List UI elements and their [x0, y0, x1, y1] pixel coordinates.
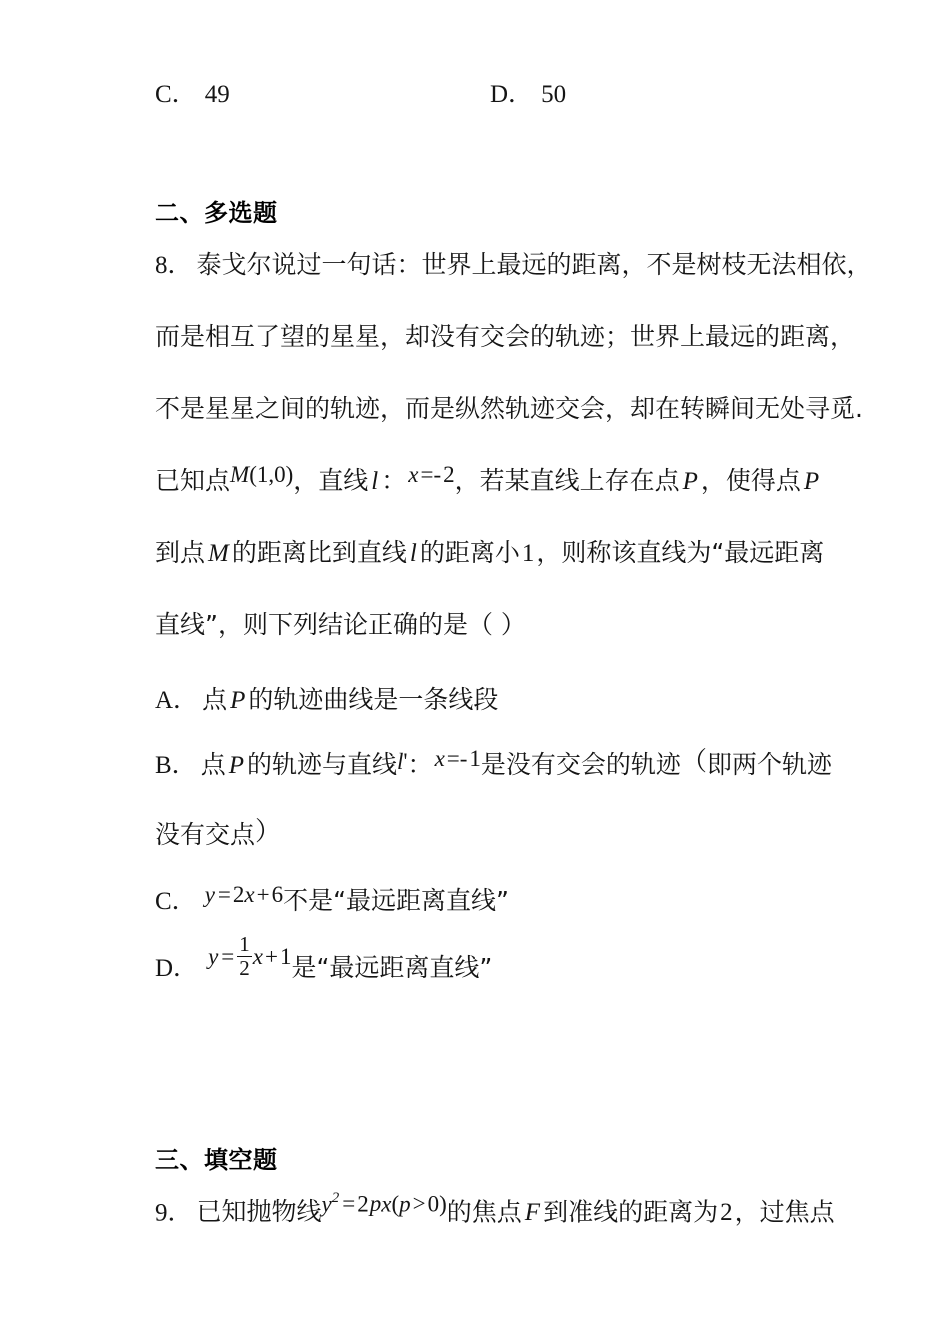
choice-option-d	[490, 78, 566, 112]
math-point-p-1: P	[682, 468, 698, 495]
question-8-stem-line-4	[155, 464, 822, 499]
math-equals-minus-b: =-	[446, 746, 468, 771]
math-parabola-equation	[322, 1181, 447, 1221]
math-plus-d: +	[264, 944, 278, 970]
math-y-exponent: 2	[331, 1190, 340, 1206]
math-equals-9: =	[342, 1191, 356, 1217]
section-heading-fill-in-blank: 三、填空题	[155, 1146, 278, 1174]
question-9-text-part-4: ，过焦点	[734, 1197, 835, 1227]
stem-text-such-that: ，使得点	[700, 466, 801, 495]
math-x-symbol-9: x	[381, 1191, 392, 1217]
question-8-stem-line-1	[155, 248, 872, 283]
math-value-1: 1	[469, 746, 481, 771]
math-x-symbol-d: x	[252, 944, 263, 970]
question-8-option-d[interactable]	[155, 932, 493, 993]
question-9-distance-value: 2	[720, 1199, 733, 1227]
stem-text-known-point: 已知点	[155, 466, 231, 495]
math-constant-6: 6	[271, 882, 284, 907]
stem-text-to-point: 到点	[155, 538, 206, 567]
stem-text-called: ，则称该直线为“最远距离	[536, 538, 825, 567]
choice-option-c	[155, 78, 230, 112]
option-d-text: 是“最远距离直线”	[291, 953, 493, 983]
question-8-option-b-continued	[155, 818, 281, 853]
math-focus-f: F	[524, 1199, 541, 1227]
option-b-paren-open: （	[680, 747, 707, 776]
question-9-stem	[155, 1190, 835, 1230]
option-b-wrap-text: 没有交点	[155, 820, 256, 849]
choice-d-label: D．	[490, 81, 534, 108]
option-b-text-part-2: 的轨迹与直线	[246, 750, 397, 779]
option-d-label: D．	[155, 955, 199, 983]
math-point-m	[230, 458, 293, 492]
math-fraction-denominator: 2	[239, 956, 250, 980]
math-fraction-one-half	[237, 934, 252, 979]
math-y-symbol-d: y	[208, 944, 219, 970]
option-a-text-part-1: 点	[202, 685, 228, 714]
math-plus-c: +	[256, 882, 270, 907]
math-fraction-numerator: 1	[239, 932, 250, 956]
question-9-number: 9．	[155, 1199, 193, 1227]
math-condition-gt: >	[412, 1191, 426, 1217]
stem-text-distance-compare: 的距离比到直线	[231, 538, 407, 567]
option-c-text: 不是“最远距离直线”	[283, 886, 509, 915]
math-value-2: 2	[443, 462, 455, 487]
section-heading-multiple-choice: 二、多选题	[155, 199, 278, 227]
question-8-option-c[interactable]	[155, 884, 509, 919]
option-c-equation	[197, 878, 283, 912]
math-condition-paren-close: )	[439, 1191, 447, 1217]
math-condition-paren-open: (	[391, 1191, 400, 1217]
math-m-coordinates: (1,0)	[249, 462, 294, 487]
math-x-symbol: x	[408, 462, 419, 487]
question-9-text-part-1: 已知抛物线	[196, 1197, 322, 1227]
question-8-option-a[interactable]	[155, 683, 498, 718]
question-9-text-part-2: 的焦点	[446, 1197, 522, 1227]
question-8-stem-line-5	[155, 536, 824, 571]
math-l-prime-symbol: l	[397, 749, 404, 774]
stem-text-less-than: 的距离小	[419, 538, 520, 567]
option-b-text-part-3: 是没有交会的轨迹	[480, 750, 681, 779]
option-b-paren-close: ）	[255, 817, 282, 846]
math-m-inline: M	[208, 540, 229, 567]
choice-d-value: 50	[541, 81, 567, 108]
question-8-stem-text-1: 泰戈尔说过一句话：世界上最远的距离，不是树枝无法相依，	[196, 250, 872, 279]
math-x-symbol-c: x	[244, 882, 255, 907]
math-condition-zero: 0	[427, 1191, 440, 1217]
math-condition-p: p	[399, 1191, 411, 1217]
option-b-label: B．	[155, 752, 197, 779]
question-8-option-b[interactable]	[155, 748, 832, 783]
stem-text-exists-point: ，若某直线上存在点	[454, 466, 680, 495]
option-b-text-part-1: 点	[200, 750, 226, 779]
math-constant-1: 1	[279, 944, 292, 970]
question-8-stem-line-6: 直线”，则下列结论正确的是（ ）	[155, 610, 526, 639]
math-line-l-prime-equation	[433, 742, 481, 776]
math-p-symbol: p	[369, 1191, 382, 1217]
option-a-text-part-2: 的轨迹曲线是一条线段	[248, 685, 499, 714]
option-b-colon: ：	[407, 750, 433, 779]
question-8-stem-line-3: 不是星星之间的轨迹，而是纵然轨迹交会，却在转瞬间无处寻觅.	[155, 394, 863, 423]
math-y-symbol-c: y	[204, 882, 215, 907]
question-9-text-part-3: 到准线的距离为	[543, 1197, 719, 1227]
math-line-l-prime	[397, 745, 408, 779]
math-equals-c: =	[217, 882, 231, 907]
stem-text-line-label: ，直线	[293, 466, 369, 495]
math-l-inline: l	[409, 540, 417, 567]
math-y-symbol-9: y	[321, 1191, 332, 1217]
math-line-l-symbol: l	[371, 468, 379, 495]
option-c-label: C．	[155, 888, 197, 915]
option-b-text-part-4: 即两个轨迹	[706, 750, 832, 779]
math-equals-minus: =-	[420, 462, 442, 487]
question-8-number: 8．	[155, 252, 193, 279]
math-coefficient-2: 2	[232, 882, 245, 907]
math-point-p-2: P	[803, 468, 820, 495]
option-b-math-p: P	[228, 752, 244, 779]
math-two-9: 2	[357, 1191, 369, 1217]
math-m-symbol: M	[230, 462, 250, 487]
stem-colon-1: ：	[381, 466, 407, 495]
math-line-l-equation	[406, 458, 454, 492]
math-distance-one: 1	[521, 540, 535, 567]
math-x-symbol-b: x	[434, 746, 445, 771]
option-a-label: A．	[155, 687, 199, 714]
option-a-math-p: P	[230, 687, 246, 714]
choice-c-value: 49	[204, 81, 230, 108]
math-prime-mark: '	[403, 749, 408, 774]
math-equals-d: =	[221, 944, 235, 970]
option-d-equation	[198, 932, 292, 981]
choice-c-label: C．	[155, 81, 197, 108]
question-8-stem-line-2: 而是相互了望的星星，却没有交会的轨迹；世界上最远的距离，	[155, 322, 856, 351]
